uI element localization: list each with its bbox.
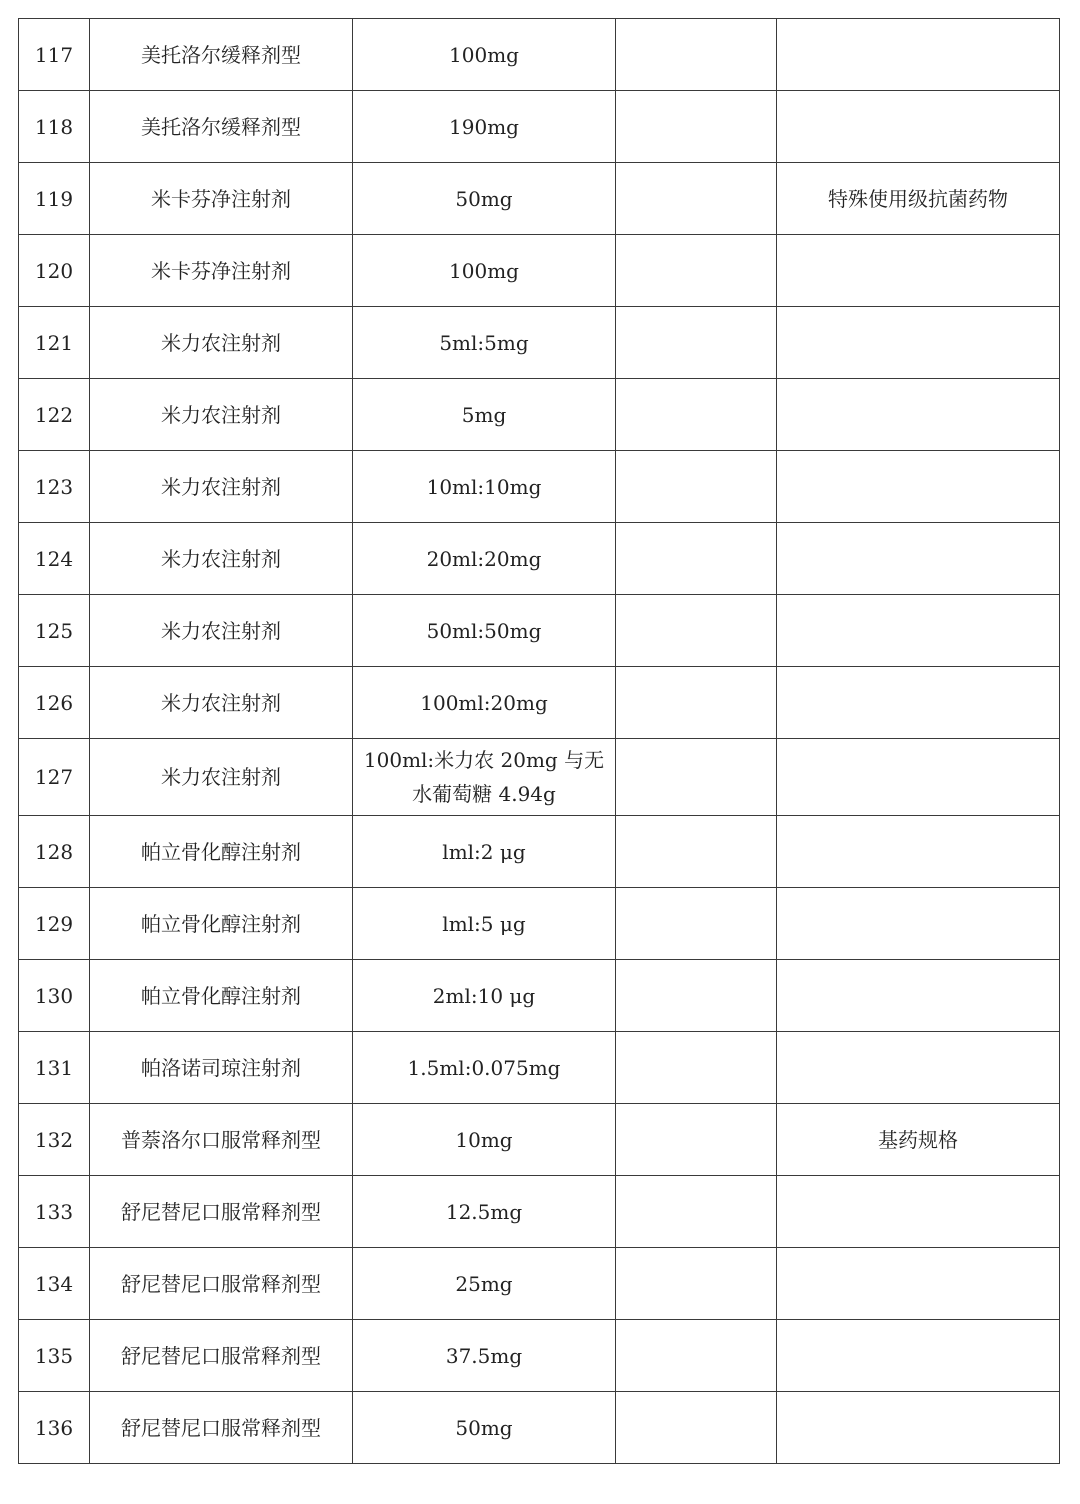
drug-spec: 190mg — [353, 91, 616, 163]
drug-spec: lml:5 μg — [353, 888, 616, 960]
drug-spec: 50mg — [353, 1392, 616, 1464]
drug-name: 米卡芬净注射剂 — [90, 235, 353, 307]
note-cell — [777, 451, 1060, 523]
drug-spec: 50mg — [353, 163, 616, 235]
drug-spec: 50ml:50mg — [353, 595, 616, 667]
extra-cell — [616, 1320, 777, 1392]
row-number: 117 — [19, 19, 90, 91]
table-body — [19, 19, 1060, 1464]
note-cell — [777, 91, 1060, 163]
table-row — [19, 379, 1060, 451]
drug-name: 普萘洛尔口服常释剂型 — [90, 1104, 353, 1176]
note-cell — [777, 888, 1060, 960]
note-cell — [777, 1176, 1060, 1248]
drug-name: 舒尼替尼口服常释剂型 — [90, 1320, 353, 1392]
extra-cell — [616, 451, 777, 523]
drug-name: 米力农注射剂 — [90, 595, 353, 667]
note-cell — [777, 523, 1060, 595]
note-cell — [777, 379, 1060, 451]
row-number: 135 — [19, 1320, 90, 1392]
row-number: 118 — [19, 91, 90, 163]
row-number: 124 — [19, 523, 90, 595]
drug-spec: 100mg — [353, 235, 616, 307]
row-number: 130 — [19, 960, 90, 1032]
row-number: 123 — [19, 451, 90, 523]
note-cell — [777, 816, 1060, 888]
extra-cell — [616, 523, 777, 595]
drug-spec: 2ml:10 μg — [353, 960, 616, 1032]
drug-name: 米力农注射剂 — [90, 667, 353, 739]
drug-name: 舒尼替尼口服常释剂型 — [90, 1392, 353, 1464]
drug-name: 帕立骨化醇注射剂 — [90, 816, 353, 888]
note-cell — [777, 1248, 1060, 1320]
drug-spec: 5ml:5mg — [353, 307, 616, 379]
drug-name: 帕洛诺司琼注射剂 — [90, 1032, 353, 1104]
drug-spec: 100mg — [353, 19, 616, 91]
drug-spec: 10mg — [353, 1104, 616, 1176]
row-number: 128 — [19, 816, 90, 888]
extra-cell — [616, 1248, 777, 1320]
drug-spec: 100ml:20mg — [353, 667, 616, 739]
extra-cell — [616, 960, 777, 1032]
row-number: 127 — [19, 739, 90, 816]
extra-cell — [616, 1104, 777, 1176]
table-row — [19, 1392, 1060, 1464]
table-row — [19, 307, 1060, 379]
extra-cell — [616, 163, 777, 235]
drug-name: 舒尼替尼口服常释剂型 — [90, 1176, 353, 1248]
extra-cell — [616, 379, 777, 451]
drug-name: 米力农注射剂 — [90, 379, 353, 451]
table-row — [19, 1320, 1060, 1392]
table-row — [19, 19, 1060, 91]
note-cell — [777, 960, 1060, 1032]
table-row — [19, 1176, 1060, 1248]
table-row — [19, 235, 1060, 307]
drug-name: 米力农注射剂 — [90, 523, 353, 595]
note-cell — [777, 1032, 1060, 1104]
drug-name: 帕立骨化醇注射剂 — [90, 960, 353, 1032]
note-cell — [777, 739, 1060, 816]
table-row — [19, 451, 1060, 523]
extra-cell — [616, 1392, 777, 1464]
drug-spec: lml:2 μg — [353, 816, 616, 888]
note-cell: 基药规格 — [777, 1104, 1060, 1176]
row-number: 132 — [19, 1104, 90, 1176]
drug-spec: 5mg — [353, 379, 616, 451]
extra-cell — [616, 667, 777, 739]
table-row — [19, 523, 1060, 595]
row-number: 129 — [19, 888, 90, 960]
drug-name: 米力农注射剂 — [90, 739, 353, 816]
extra-cell — [616, 1032, 777, 1104]
drug-spec: 1.5ml:0.075mg — [353, 1032, 616, 1104]
drug-name: 米力农注射剂 — [90, 451, 353, 523]
row-number: 120 — [19, 235, 90, 307]
extra-cell — [616, 307, 777, 379]
table-row — [19, 888, 1060, 960]
table-row — [19, 1248, 1060, 1320]
drug-name: 美托洛尔缓释剂型 — [90, 91, 353, 163]
row-number: 122 — [19, 379, 90, 451]
note-cell — [777, 19, 1060, 91]
table-row — [19, 595, 1060, 667]
drug-spec: 20ml:20mg — [353, 523, 616, 595]
drug-name: 美托洛尔缓释剂型 — [90, 19, 353, 91]
note-cell — [777, 1392, 1060, 1464]
row-number: 134 — [19, 1248, 90, 1320]
note-cell — [777, 667, 1060, 739]
extra-cell — [616, 19, 777, 91]
table-row — [19, 1104, 1060, 1176]
extra-cell — [616, 91, 777, 163]
note-cell — [777, 235, 1060, 307]
drug-spec: 37.5mg — [353, 1320, 616, 1392]
table-row — [19, 816, 1060, 888]
table-row — [19, 739, 1060, 816]
note-cell — [777, 307, 1060, 379]
note-cell: 特殊使用级抗菌药物 — [777, 163, 1060, 235]
drug-name: 舒尼替尼口服常释剂型 — [90, 1248, 353, 1320]
drug-name: 帕立骨化醇注射剂 — [90, 888, 353, 960]
row-number: 125 — [19, 595, 90, 667]
table-row — [19, 667, 1060, 739]
table-row — [19, 91, 1060, 163]
row-number: 121 — [19, 307, 90, 379]
table-row — [19, 960, 1060, 1032]
extra-cell — [616, 235, 777, 307]
table-row — [19, 1032, 1060, 1104]
drug-spec: 10ml:10mg — [353, 451, 616, 523]
extra-cell — [616, 888, 777, 960]
drug-spec-table — [18, 18, 1060, 1464]
row-number: 133 — [19, 1176, 90, 1248]
drug-spec: 100ml:米力农 20mg 与无水葡萄糖 4.94g — [353, 739, 616, 816]
note-cell — [777, 595, 1060, 667]
drug-spec: 25mg — [353, 1248, 616, 1320]
extra-cell — [616, 739, 777, 816]
extra-cell — [616, 595, 777, 667]
row-number: 126 — [19, 667, 90, 739]
row-number: 119 — [19, 163, 90, 235]
note-cell — [777, 1320, 1060, 1392]
drug-name: 米卡芬净注射剂 — [90, 163, 353, 235]
extra-cell — [616, 1176, 777, 1248]
row-number: 136 — [19, 1392, 90, 1464]
drug-name: 米力农注射剂 — [90, 307, 353, 379]
extra-cell — [616, 816, 777, 888]
table-row — [19, 163, 1060, 235]
row-number: 131 — [19, 1032, 90, 1104]
drug-spec: 12.5mg — [353, 1176, 616, 1248]
